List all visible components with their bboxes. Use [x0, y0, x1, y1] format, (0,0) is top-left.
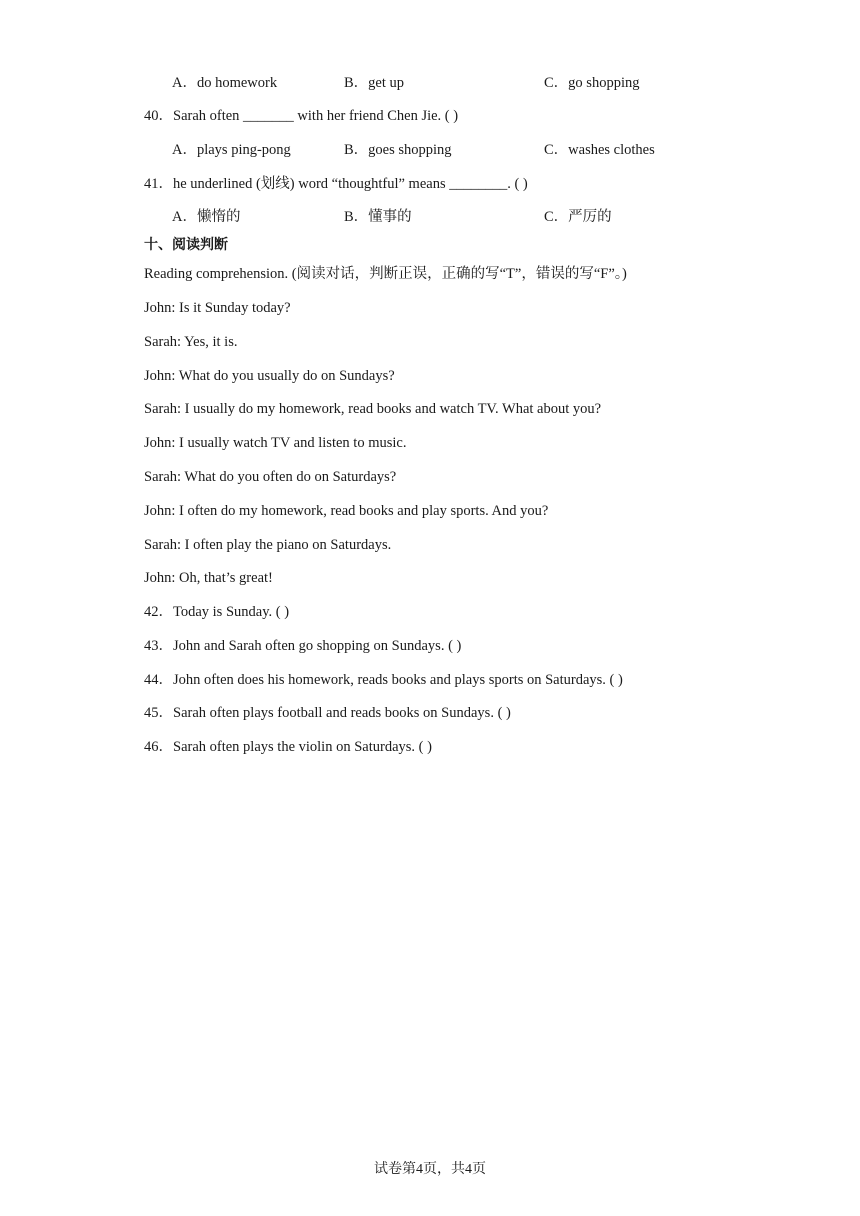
section-title: 十、阅读判断 [144, 237, 228, 253]
question-46: 46．Sarah often plays the violin on Saturdays. ( ) [144, 739, 432, 755]
dialogue-line: John: I often do my homework, read books and play sports. And you? [144, 503, 549, 519]
q40-text: 40．Sarah often _______ with her friend Chen Jie. ( ) [144, 108, 459, 124]
dialogue-line: John: I usually watch TV and listen to music. [144, 435, 407, 451]
q41-option-b: B．懂事的 [344, 209, 412, 225]
q39-option-a: A．do homework [172, 75, 278, 91]
q39-option-b: B．get up [344, 75, 405, 91]
dialogue-line: Sarah: What do you often do on Saturdays? [144, 469, 397, 485]
q40-option-b: B．goes shopping [344, 142, 452, 158]
question-43: 43．John and Sarah often go shopping on Sundays. ( ) [144, 638, 462, 654]
q41-option-a: A．懒惰的 [172, 209, 241, 225]
dialogue-line: John: Is it Sunday today? [144, 300, 291, 316]
question-45: 45．Sarah often plays football and reads books on Sundays. ( ) [144, 705, 511, 721]
q41-text: 41．he underlined (划线) word “thoughtful” means ________. ( ) [144, 176, 528, 192]
dialogue-line: John: What do you usually do on Sundays? [144, 368, 395, 384]
q40-option-a: A．plays ping-pong [172, 142, 291, 158]
section-instruction: Reading comprehension. (阅读对话，判断正误，正确的写“T”，错误的写“F”。) [144, 266, 627, 282]
question-42: 42．Today is Sunday. ( ) [144, 604, 290, 620]
page-footer: 试卷第4页，共4页 [374, 1162, 486, 1177]
dialogue-line: Sarah: I usually do my homework, read books and watch TV. What about you? [144, 401, 602, 417]
q40-option-c: C．washes clothes [544, 142, 655, 158]
q41-option-c: C．严厉的 [544, 209, 612, 225]
dialogue-line: Sarah: Yes, it is. [144, 334, 238, 350]
question-44: 44．John often does his homework, reads books and plays sports on Saturdays. ( ) [144, 672, 623, 688]
dialogue-line: Sarah: I often play the piano on Saturdays. [144, 537, 392, 553]
dialogue-line: John: Oh, that’s great! [144, 570, 273, 586]
q39-option-c: C．go shopping [544, 75, 640, 91]
